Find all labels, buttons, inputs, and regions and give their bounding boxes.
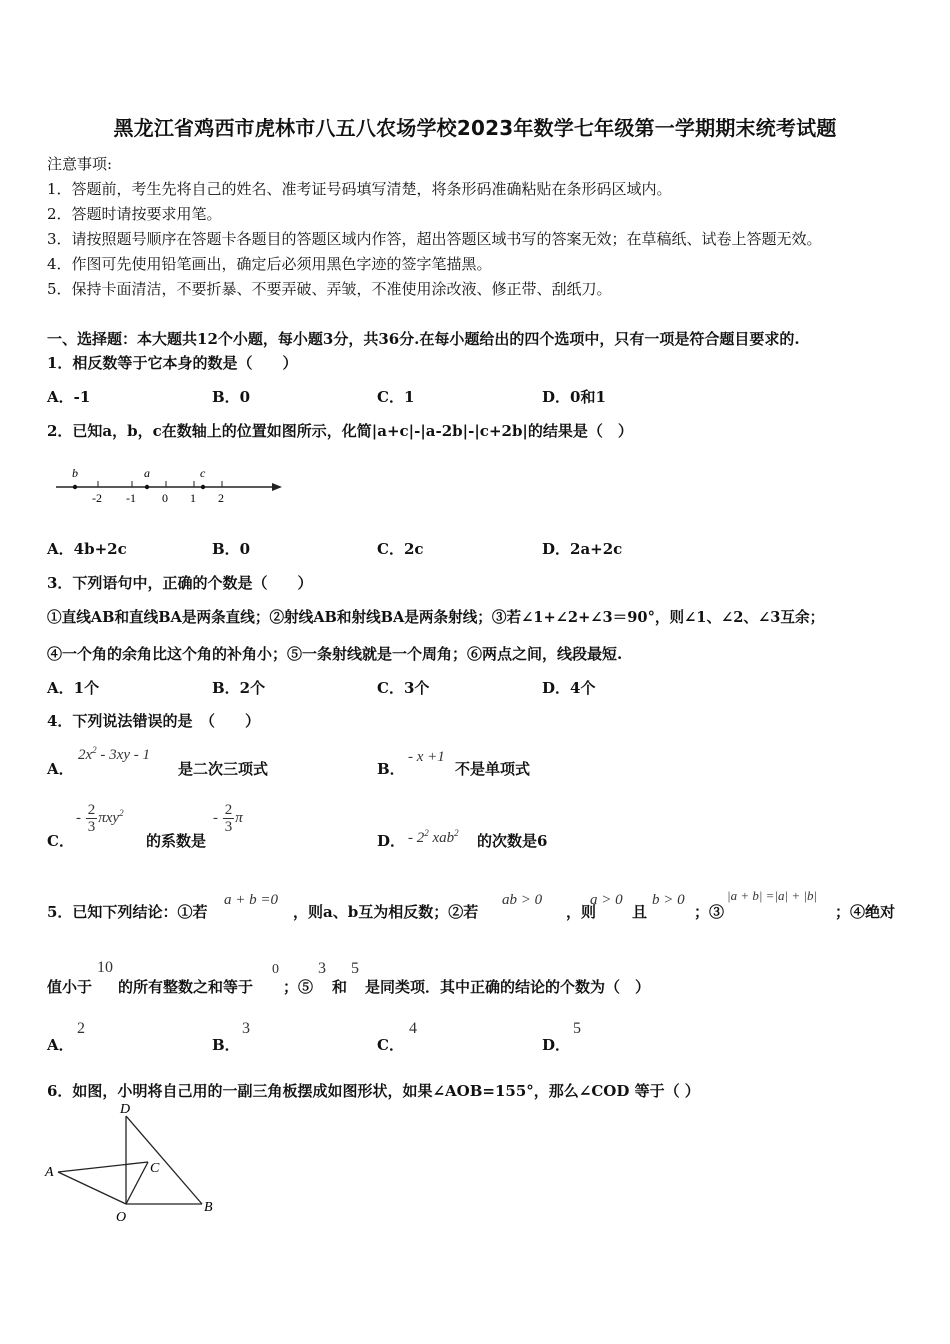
q5-value-3: 3 xyxy=(318,960,326,977)
q5-text-11: 是同类项．其中正确的结论的个数为（ ） xyxy=(365,978,651,996)
q1-option-c: C．1 xyxy=(377,388,415,406)
q3-option-b: B．2个 xyxy=(212,679,266,697)
q5-formula-5: |a + b| =|a| + |b| xyxy=(727,888,818,903)
q5-value-5: 5 xyxy=(351,960,359,977)
q3-option-a: A．1个 xyxy=(47,679,100,697)
tick-label: -2 xyxy=(92,491,102,505)
q5-option-b-label: B． xyxy=(212,1036,240,1054)
q5-text-8: 的所有整数之和等于 xyxy=(118,978,254,996)
triangle-set-figure xyxy=(40,1100,230,1230)
q5-text-10: 和 xyxy=(332,978,348,996)
q3-option-c: C．3个 xyxy=(377,679,430,697)
q5-text-5: ；③ xyxy=(694,903,725,921)
q2-option-a: A．4b+2c xyxy=(47,540,127,558)
q2-stem: 2．已知a，b，c在数轴上的位置如图所示，化简|a+c|-|a-2b|-|c+2b|的结果是（ ） xyxy=(47,422,633,440)
q1-stem: 1．相反数等于它本身的数是（ ） xyxy=(47,354,298,372)
q1-option-a: A．-1 xyxy=(47,388,91,406)
q4-option-d-label: D． xyxy=(377,832,406,850)
q5-option-c-value: 4 xyxy=(409,1020,417,1037)
q5-text-7: 值小于 xyxy=(47,978,93,996)
q5-text-6: ；④绝对 xyxy=(835,903,896,921)
number-line-figure xyxy=(50,462,290,508)
q6-stem: 6．如图，小明将自己用的一副三角板摆成如图形状，如果∠AOB=155°，那么∠COD 等于（ ） xyxy=(47,1082,700,1100)
label-c: c xyxy=(200,466,206,480)
q4-option-d-text: 的次数是6 xyxy=(477,832,548,850)
tick-label: 1 xyxy=(190,491,196,505)
q4-stem: 4．下列说法错误的是 （ ） xyxy=(47,712,260,730)
q3-option-d: D．4个 xyxy=(542,679,596,697)
q5-text-9: ；⑤ xyxy=(283,978,314,996)
q5-option-a-label: A． xyxy=(47,1036,74,1054)
q3-statements-line2: ④一个角的余角比这个角的补角小；⑤一条射线就是一个周角；⑥两点之间，线段最短. xyxy=(47,645,623,663)
tick-label: 0 xyxy=(162,491,168,505)
q4-option-c-text: 的系数是 xyxy=(146,832,207,850)
label-d: D xyxy=(120,1102,131,1117)
q2-option-c: C．2c xyxy=(377,540,424,558)
note-item: 4．作图可先使用铅笔画出，确定后必须用黑色字迹的签字笔描黑。 xyxy=(47,255,492,273)
point-c xyxy=(201,485,205,489)
q1-option-d: D．0和1 xyxy=(542,388,606,406)
q4-option-d-formula: - $2^2$ xab$^2$ xyxy=(408,828,459,846)
q4-option-b-label: B． xyxy=(377,760,405,778)
q4-option-a-formula: $2x^2 - 3xy - 1$ xyxy=(78,745,150,763)
label-a: a xyxy=(144,466,150,480)
q5-option-a-value: 2 xyxy=(77,1020,85,1037)
q5-text-2: ，则a、b互为相反数；②若 xyxy=(293,903,479,921)
q5-formula-3: a > 0 xyxy=(590,892,623,908)
label-o: O xyxy=(116,1210,127,1225)
q4-option-c-formula: - $\frac{2}{3}$ πxy$^2$ xyxy=(76,802,124,835)
note-item: 2．答题时请按要求用笔。 xyxy=(47,205,222,223)
point-b xyxy=(73,485,77,489)
q2-option-d: D．2a+2c xyxy=(542,540,623,558)
tick-label: 2 xyxy=(218,491,224,505)
point-a xyxy=(145,485,149,489)
q4-option-a-text: 是二次三项式 xyxy=(178,760,269,778)
q5-option-d-label: D． xyxy=(542,1036,571,1054)
label-a: A xyxy=(45,1165,54,1180)
q3-statements-line1: ①直线AB和直线BA是两条直线；②射线AB和射线BA是两条射线；③若∠1+∠2+∠3＝90°，则∠1、∠2、∠3互余； xyxy=(47,609,825,626)
q3-stem: 3．下列语句中，正确的个数是（ ） xyxy=(47,574,313,592)
q5-option-d-value: 5 xyxy=(573,1020,581,1037)
q5-option-b-value: 3 xyxy=(242,1020,250,1037)
q4-option-b-formula: - x +1 xyxy=(408,749,445,765)
q5-formula-2: ab > 0 xyxy=(502,892,543,908)
page-title: 黑龙江省鸡西市虎林市八五八农场学校2023年数学七年级第一学期期末统考试题 xyxy=(113,116,837,140)
q5-value-0: 0 xyxy=(272,962,279,977)
q5-formula-4: b > 0 xyxy=(652,892,685,908)
section-heading: 一、选择题：本大题共12个小题，每小题3分，共36分.在每小题给出的四个选项中，只有一项是符合题目要求的. xyxy=(47,330,800,348)
note-item: 3．请按照题号顺序在答题卡各题目的答题区域内作答，超出答题区域书写的答案无效；在草稿纸、试卷上答题无效。 xyxy=(47,230,822,248)
q5-text-3: ，则 xyxy=(566,903,597,921)
q1-option-b: B．0 xyxy=(212,388,251,406)
q5-text-1: 5．已知下列结论：①若 xyxy=(47,903,208,921)
label-b: B xyxy=(204,1200,213,1215)
q4-option-c-label: C． xyxy=(47,832,74,850)
q4-option-a-label: A． xyxy=(47,760,74,778)
q5-value-10: 10 xyxy=(97,959,113,976)
q5-option-c-label: C． xyxy=(377,1036,404,1054)
q4-option-c-coefficient: - $\frac{2}{3}$ π xyxy=(213,802,243,835)
notes-heading: 注意事项: xyxy=(47,155,113,173)
label-c: C xyxy=(150,1161,160,1176)
note-item: 1．答题前，考生先将自己的姓名、准考证号码填写清楚，将条形码准确粘贴在条形码区域内。 xyxy=(47,180,672,198)
q2-option-b: B．0 xyxy=(212,540,251,558)
q5-formula-1: a + b =0 xyxy=(224,892,278,908)
q4-option-b-text: 不是单项式 xyxy=(455,760,531,778)
q5-text-4: 且 xyxy=(632,903,648,921)
tick-label: -1 xyxy=(126,491,136,505)
note-item: 5．保持卡面清洁，不要折暴、不要弄破、弄皱，不准使用涂改液、修正带、刮纸刀。 xyxy=(47,280,612,298)
label-b: b xyxy=(72,466,78,480)
